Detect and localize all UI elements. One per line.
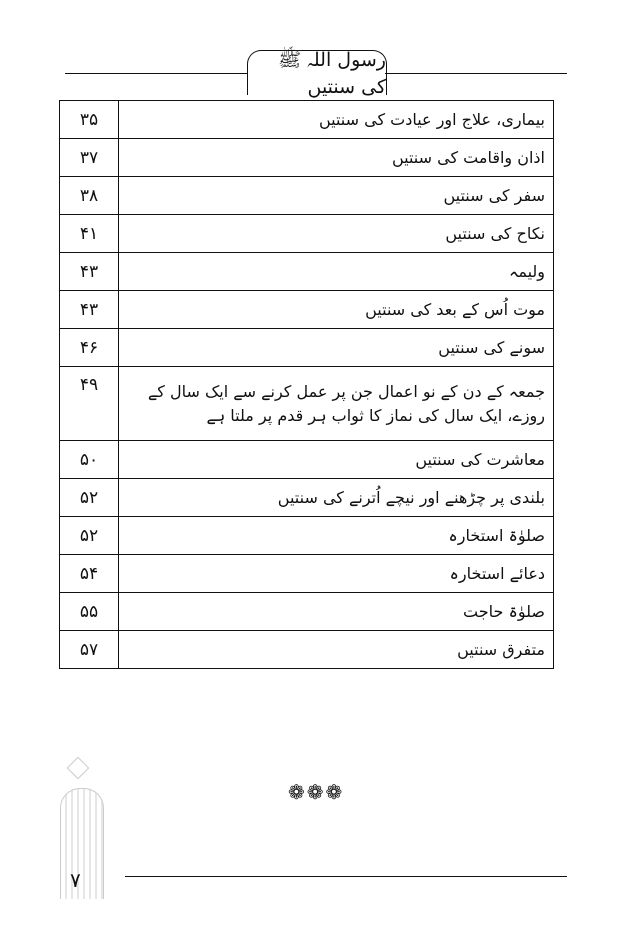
entry-page: ۳۵ bbox=[60, 101, 119, 139]
entry-title: سونے کی سنتیں bbox=[119, 329, 554, 367]
entry-page: ۵۴ bbox=[60, 555, 119, 593]
table-row[interactable] bbox=[60, 555, 554, 593]
entry-page: ۴۳ bbox=[60, 291, 119, 329]
entry-title: متفرق سنتیں bbox=[119, 631, 554, 669]
entry-page: ۵۲ bbox=[60, 479, 119, 517]
entry-title: اذان واقامت کی سنتیں bbox=[119, 139, 554, 177]
entry-page: ۳۷ bbox=[60, 139, 119, 177]
page-number: ۷ bbox=[70, 868, 81, 892]
entry-title: دعائے استخارہ bbox=[119, 555, 554, 593]
entry-page: ۴۱ bbox=[60, 215, 119, 253]
table-row[interactable] bbox=[60, 215, 554, 253]
table-row[interactable] bbox=[60, 253, 554, 291]
header-rule-left bbox=[65, 73, 247, 74]
header-rule-right bbox=[385, 73, 567, 74]
entry-title: موت اُس کے بعد کی سنتیں bbox=[119, 291, 554, 329]
entry-page: ۵۰ bbox=[60, 441, 119, 479]
footer-rule bbox=[125, 876, 567, 877]
table-row[interactable] bbox=[60, 631, 554, 669]
entry-page: ۵۲ bbox=[60, 517, 119, 555]
entry-page: ۴۶ bbox=[60, 329, 119, 367]
table-row[interactable] bbox=[60, 367, 554, 441]
entry-page: ۴۹ bbox=[60, 367, 119, 441]
entry-title: صلوٰۃ استخارہ bbox=[119, 517, 554, 555]
entry-title: بیماری، علاج اور عیادت کی سنتیں bbox=[119, 101, 554, 139]
entry-title: بلندی پر چڑھنے اور نیچے اُترنے کی سنتیں bbox=[119, 479, 554, 517]
entry-title: نکاح کی سنتیں bbox=[119, 215, 554, 253]
entry-page: ۵۷ bbox=[60, 631, 119, 669]
entry-title: صلوٰۃ حاجت bbox=[119, 593, 554, 631]
entry-title: معاشرت کی سنتیں bbox=[119, 441, 554, 479]
table-row[interactable] bbox=[60, 101, 554, 139]
entry-title: جمعہ کے دن کے نو اعمال جن پر عمل کرنے سے ایک سال کے روزے، ایک سال کی نماز کا ثواب ہر قدم پر ملتا ہے bbox=[119, 367, 554, 441]
table-row[interactable] bbox=[60, 517, 554, 555]
running-header: رسول اللہ ﷺ کی سنتیں bbox=[247, 50, 387, 95]
entry-title: ولیمہ bbox=[119, 253, 554, 291]
table-row[interactable] bbox=[60, 291, 554, 329]
entry-page: ۳۸ bbox=[60, 177, 119, 215]
flower-ornament-icon: ❁❁❁ bbox=[288, 780, 345, 804]
entry-title: سفر کی سنتیں bbox=[119, 177, 554, 215]
entry-page: ۴۳ bbox=[60, 253, 119, 291]
table-row[interactable] bbox=[60, 593, 554, 631]
table-row[interactable] bbox=[60, 441, 554, 479]
contents-table bbox=[59, 100, 554, 669]
table-row[interactable] bbox=[60, 177, 554, 215]
entry-page: ۵۵ bbox=[60, 593, 119, 631]
diamond-ornament-icon bbox=[67, 757, 90, 780]
table-row[interactable] bbox=[60, 329, 554, 367]
table-row[interactable] bbox=[60, 139, 554, 177]
page-edge-tab bbox=[60, 788, 104, 899]
table-row[interactable] bbox=[60, 479, 554, 517]
